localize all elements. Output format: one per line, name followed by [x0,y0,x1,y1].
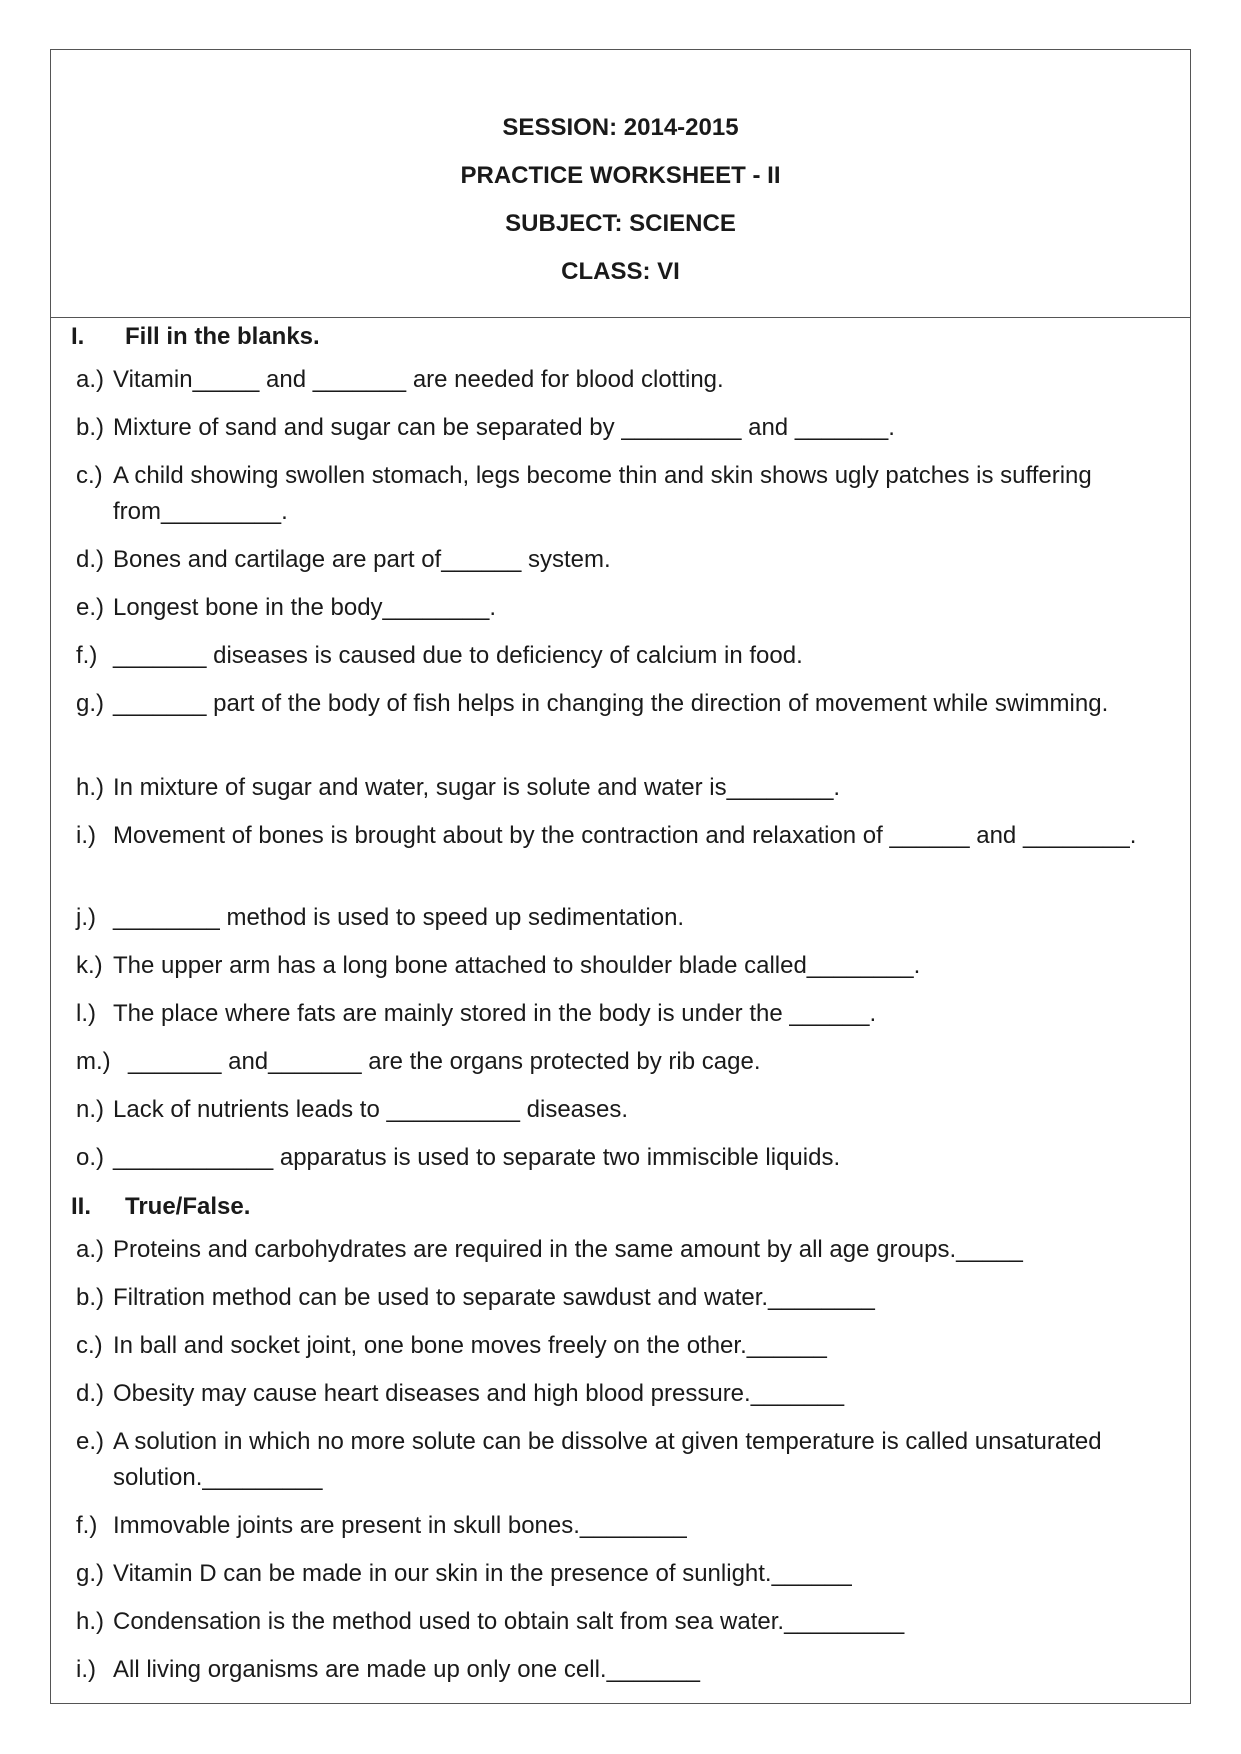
question-item [76,1140,1160,1176]
question-item [76,410,1160,446]
section-number: I. [71,323,85,350]
question-label: g.) [76,690,105,717]
question-label: g.) [76,1560,105,1587]
worksheet-title: PRACTICE WORKSHEET - II [460,162,781,189]
question-item [76,1376,1160,1412]
question-text: Immovable joints are present in skull bones.________ [113,1512,687,1539]
question-item [76,590,1160,626]
question-label: f.) [76,1512,98,1539]
question-item [76,996,1160,1032]
question-label: m.) [76,1048,111,1075]
question-text: _______ diseases is caused due to deficiency of calcium in food. [113,642,803,669]
question-text: Bones and cartilage are part of______ system. [113,546,611,573]
question-label: c.) [76,1332,103,1359]
class-line: CLASS: VI [561,258,680,285]
session-line: SESSION: 2014-2015 [502,114,739,141]
question-label: a.) [76,366,105,393]
question-label: i.) [76,1656,96,1683]
section-heading: True/False. [125,1193,251,1220]
question-item [76,1556,1160,1592]
question-text: Obesity may cause heart diseases and high blood pressure._______ [113,1380,845,1407]
section-title-fill-in-blanks [71,322,320,352]
question-label: l.) [76,1000,96,1027]
question-label: c.) [76,462,103,489]
question-text: Mixture of sand and sugar can be separated by _________ and _______. [113,414,895,441]
question-item [76,542,1160,578]
question-label: i.) [76,822,96,849]
question-text: Vitamin D can be made in our skin in the presence of sunlight.______ [113,1560,852,1587]
question-label: k.) [76,952,103,979]
question-item [76,458,1160,530]
question-text: Longest bone in the body________. [113,594,497,621]
question-item [76,948,1160,984]
question-text: A solution in which no more solute can be dissolve at given temperature is called unsaturated solution._________ [113,1428,1102,1491]
question-text: Proteins and carbohydrates are required in the same amount by all age groups._____ [113,1236,1023,1263]
question-item [76,1508,1160,1544]
question-item [76,686,1160,722]
question-text: Vitamin_____ and _______ are needed for blood clotting. [113,366,724,393]
question-text: All living organisms are made up only one cell._______ [113,1656,701,1683]
question-text: _______ and_______ are the organs protected by rib cage. [128,1048,761,1075]
question-item [76,638,1160,674]
question-item [76,900,1160,936]
question-text: A child showing swollen stomach, legs become thin and skin shows ugly patches is suffering from_________. [113,462,1092,525]
question-label: o.) [76,1144,105,1171]
worksheet-frame [50,49,1191,1704]
question-item [76,362,1160,398]
question-text: ____________ apparatus is used to separate two immiscible liquids. [113,1144,841,1171]
question-text: In mixture of sugar and water, sugar is solute and water is________. [113,774,841,801]
question-label: b.) [76,1284,105,1311]
question-text: The upper arm has a long bone attached to shoulder blade called________. [113,952,921,979]
question-label: d.) [76,546,105,573]
question-item [76,1232,1160,1268]
question-text: In ball and socket joint, one bone moves freely on the other.______ [113,1332,827,1359]
question-text: The place where fats are mainly stored in the body is under the ______. [113,1000,877,1027]
question-label: n.) [76,1096,105,1123]
question-item [76,1044,1160,1080]
question-item [76,1280,1160,1316]
question-label: e.) [76,1428,105,1455]
question-label: a.) [76,1236,105,1263]
question-text: Filtration method can be used to separate sawdust and water.________ [113,1284,875,1311]
subject-line: SUBJECT: SCIENCE [505,210,736,237]
question-label: b.) [76,414,105,441]
question-text: _______ part of the body of fish helps in changing the direction of movement while swimming. [113,690,1109,717]
question-item [76,1604,1160,1640]
question-label: h.) [76,774,105,801]
question-label: h.) [76,1608,105,1635]
section-number: II. [71,1193,92,1220]
question-text: Lack of nutrients leads to __________ diseases. [113,1096,629,1123]
question-label: e.) [76,594,105,621]
question-item [76,1652,1160,1688]
question-label: j.) [76,904,96,931]
question-item [76,818,1160,854]
question-item [76,1328,1160,1364]
question-label: f.) [76,642,98,669]
question-item [76,1092,1160,1128]
question-item [76,770,1160,806]
question-text: Condensation is the method used to obtain salt from sea water._________ [113,1608,905,1635]
question-text: ________ method is used to speed up sedimentation. [113,904,685,931]
question-text: Movement of bones is brought about by the contraction and relaxation of ______ and ________. [113,822,1137,849]
question-item [76,1424,1160,1496]
section-title-true-false [71,1192,250,1222]
worksheet-header [51,50,1190,318]
question-label: d.) [76,1380,105,1407]
section-heading: Fill in the blanks. [125,323,320,350]
